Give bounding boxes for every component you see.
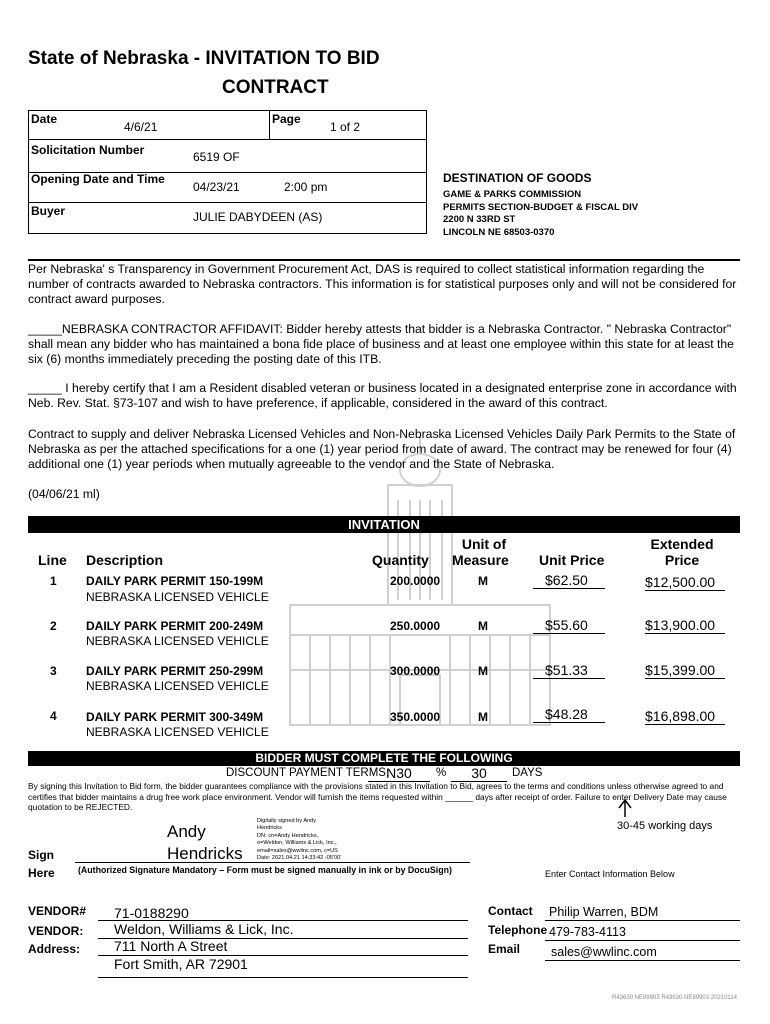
- row-desc-1: DAILY PARK PERMIT 300-349M: [86, 710, 264, 724]
- percent-sign: %: [436, 767, 447, 779]
- signature-last-name: Hendricks: [167, 844, 243, 863]
- divider: [28, 259, 740, 261]
- discount-label: DISCOUNT PAYMENT TERMS:: [226, 767, 390, 779]
- digital-sig-line: o=Weldon, Williams & Lick, Inc.,: [257, 840, 337, 847]
- row-uom: M: [478, 574, 488, 588]
- extended-price-field[interactable]: $16,898.00: [645, 708, 725, 725]
- row-uom: M: [478, 710, 488, 724]
- address-line-2-underline: [98, 977, 468, 978]
- col-measure: Measure: [452, 552, 509, 568]
- digital-sig-line: Date: 2021.04.21 14:33:42 -05'00': [257, 855, 342, 862]
- row-uom: M: [478, 664, 488, 678]
- telephone-label: Telephone: [488, 923, 548, 937]
- row-desc-2: NEBRASKA LICENSED VEHICLE: [86, 634, 269, 648]
- vendor-label: VENDOR:: [28, 924, 84, 938]
- transparency-paragraph: Per Nebraska' s Transparency in Government Procurement Act, DAS is required to collect statistical information regarding the number of contracts awarded to Nebraska contractors. This information is for statistical purposes only and will not be considered for contract award purposes.: [28, 262, 737, 306]
- row-desc-2: NEBRASKA LICENSED VEHICLE: [86, 725, 269, 739]
- discount-percent-input[interactable]: N30: [368, 765, 430, 782]
- row-desc-1: DAILY PARK PERMIT 250-299M: [86, 664, 264, 678]
- delivery-days-value[interactable]: 30-45 working days: [617, 820, 713, 832]
- contract-paragraph: Contract to supply and deliver Nebraska Licensed Vehicles and Non-Nebraska Licensed Vehicles Daily Park Permits to the State of Nebraska as per the attached specifications for a one (1) year period from date of award. The contract may be renewed for four (4) additional one (1) year periods when mutually agreeable to the vendor and the State of Nebraska.: [28, 427, 736, 471]
- col-price: Price: [664, 552, 700, 568]
- vendor-number-label: VENDOR#: [28, 904, 87, 918]
- terms-text: By signing this Invitation to Bid form, the bidder guarantees compliance with the provisions stated in this Invitation to Bid, agrees to the terms and conditions unless otherwise agreed to and certifies that bidder maintains a drug free work place environment. Vendor will furnish the items requested within ______ days after receipt of order. Failure to enter Delivery Date may cause quotation to be REJECTED.: [28, 781, 727, 812]
- veteran-paragraph: _____ I hereby certify that I am a Resident disabled veteran or business located in a designated enterprise zone in accordance with Neb. Rev. Stat. §73-107 and wish to have preference, if applicable, considered in the award of this contract.: [28, 381, 737, 410]
- capitol-watermark-icon: [270, 430, 570, 750]
- solicitation-value: 6519 OF: [193, 150, 240, 164]
- row-desc-2: NEBRASKA LICENSED VEHICLE: [86, 590, 269, 604]
- footer-code: R43630 NE99903 R43630 NE99903 20210114: [612, 995, 737, 1001]
- col-line: Line: [38, 552, 67, 568]
- extended-price-field[interactable]: $13,900.00: [645, 617, 725, 634]
- signature-first-name: Andy: [167, 822, 206, 841]
- row-quantity: 350.0000: [390, 710, 441, 724]
- contact-caption: Enter Contact Information Below: [545, 869, 675, 879]
- row-uom: M: [478, 619, 488, 633]
- unit-price-field[interactable]: $48.28: [533, 706, 605, 723]
- page-value: 1 of 2: [330, 120, 361, 134]
- unit-price-field[interactable]: $62.50: [533, 572, 605, 589]
- row-line: 4: [50, 709, 57, 723]
- page-label: Page: [272, 112, 301, 126]
- unit-price-field[interactable]: $51.33: [533, 662, 605, 679]
- row-desc-2: NEBRASKA LICENSED VEHICLE: [86, 679, 269, 693]
- days-label: DAYS: [512, 767, 543, 779]
- row-quantity: 200.0000: [390, 574, 441, 588]
- invitation-bar: INVITATION: [28, 516, 740, 533]
- destination-line-3: 2200 N 33RD ST: [443, 214, 516, 225]
- opening-time: 2:00 pm: [284, 180, 328, 194]
- digital-sig-line: DN: cn=Andy Hendricks,: [257, 832, 319, 839]
- row-quantity: 300.0000: [390, 664, 441, 678]
- row-desc-1: DAILY PARK PERMIT 200-249M: [86, 619, 264, 633]
- vendor-name-value[interactable]: Weldon, Williams & Lick, Inc.: [114, 921, 294, 937]
- row-line: 1: [50, 574, 57, 588]
- date-value: 4/6/21: [124, 120, 158, 134]
- extended-price-field[interactable]: $12,500.00: [645, 574, 725, 591]
- col-unit-of: Unit of: [461, 536, 507, 552]
- page-title-contract: CONTRACT: [222, 77, 329, 98]
- destination-line-1: GAME & PARKS COMMISSION: [443, 189, 582, 200]
- bidder-bar: BIDDER MUST COMPLETE THE FOLLOWING: [28, 751, 740, 766]
- row-line: 2: [50, 619, 57, 633]
- opening-label: Opening Date and Time: [31, 172, 165, 186]
- destination-line-2: PERMITS SECTION-BUDGET & FISCAL DIV: [443, 201, 639, 213]
- address-label: Address:: [28, 942, 81, 956]
- digital-sig-line: Hendricks: [257, 825, 282, 832]
- solicitation-label: Solicitation Number: [31, 143, 145, 157]
- contact-line: [545, 920, 740, 921]
- vendor-number-value[interactable]: 71-0188290: [114, 905, 189, 921]
- affidavit-paragraph: _____NEBRASKA CONTRACTOR AFFIDAVIT: Bidder hereby attests that bidder is a Nebraska Contractor. " Nebraska Contractor" shall mean any bidder who has maintained a bona fide place of business and at least one employee within this state for at least the six (6) months immediately preceding the posting date of this ITB.: [28, 322, 734, 366]
- row-desc-1: DAILY PARK PERMIT 150-199M: [86, 574, 264, 588]
- telephone-value[interactable]: 479-783-4113: [549, 925, 626, 939]
- discount-days-input[interactable]: 30: [451, 765, 507, 782]
- unit-price-field[interactable]: $55.60: [533, 617, 605, 634]
- email-label: Email: [488, 942, 521, 956]
- digital-signature-stamp: [257, 818, 341, 862]
- destination-line-4: LINCOLN NE 68503-0370: [443, 226, 555, 238]
- col-quantity: Quantity: [372, 552, 429, 568]
- opening-date: 04/23/21: [193, 180, 240, 194]
- digital-sig-line: Digitally signed by Andy: [257, 818, 317, 824]
- contact-label: Contact: [488, 904, 533, 918]
- signature-line[interactable]: [75, 862, 470, 863]
- buyer-value: JULIE DABYDEEN (AS): [193, 210, 323, 224]
- destination-address: [443, 189, 638, 239]
- buyer-label: Buyer: [31, 204, 66, 218]
- col-description: Description: [86, 552, 164, 568]
- destination-heading: DESTINATION OF GOODS: [443, 171, 592, 185]
- row-quantity: 250.0000: [390, 619, 441, 633]
- row-line: 3: [50, 664, 57, 678]
- signature-caption: (Authorized Signature Mandatory – Form must be signed manually in ink or by DocuSign): [78, 865, 452, 875]
- arrow-up-icon: [617, 798, 633, 818]
- contact-value[interactable]: Philip Warren, BDM: [549, 905, 659, 919]
- col-extended: Extended: [650, 536, 714, 552]
- extended-price-field[interactable]: $15,399.00: [645, 662, 725, 679]
- col-unit-price: Unit Price: [539, 552, 605, 568]
- date-label: Date: [31, 112, 58, 126]
- address-line-1[interactable]: 711 North A Street: [114, 938, 228, 954]
- address-line-2[interactable]: Fort Smith, AR 72901: [114, 956, 248, 972]
- note-paragraph: (04/06/21 ml): [28, 487, 100, 501]
- here-label: Here: [28, 866, 55, 880]
- digital-sig-line: email=sales@wwlinc.com, c=US: [257, 847, 338, 854]
- telephone-line: [545, 940, 740, 941]
- page-title: State of Nebraska - INVITATION TO BID: [28, 48, 380, 69]
- email-line: [545, 960, 740, 961]
- sign-label: Sign: [28, 848, 54, 862]
- email-value[interactable]: sales@wwlinc.com: [551, 945, 657, 959]
